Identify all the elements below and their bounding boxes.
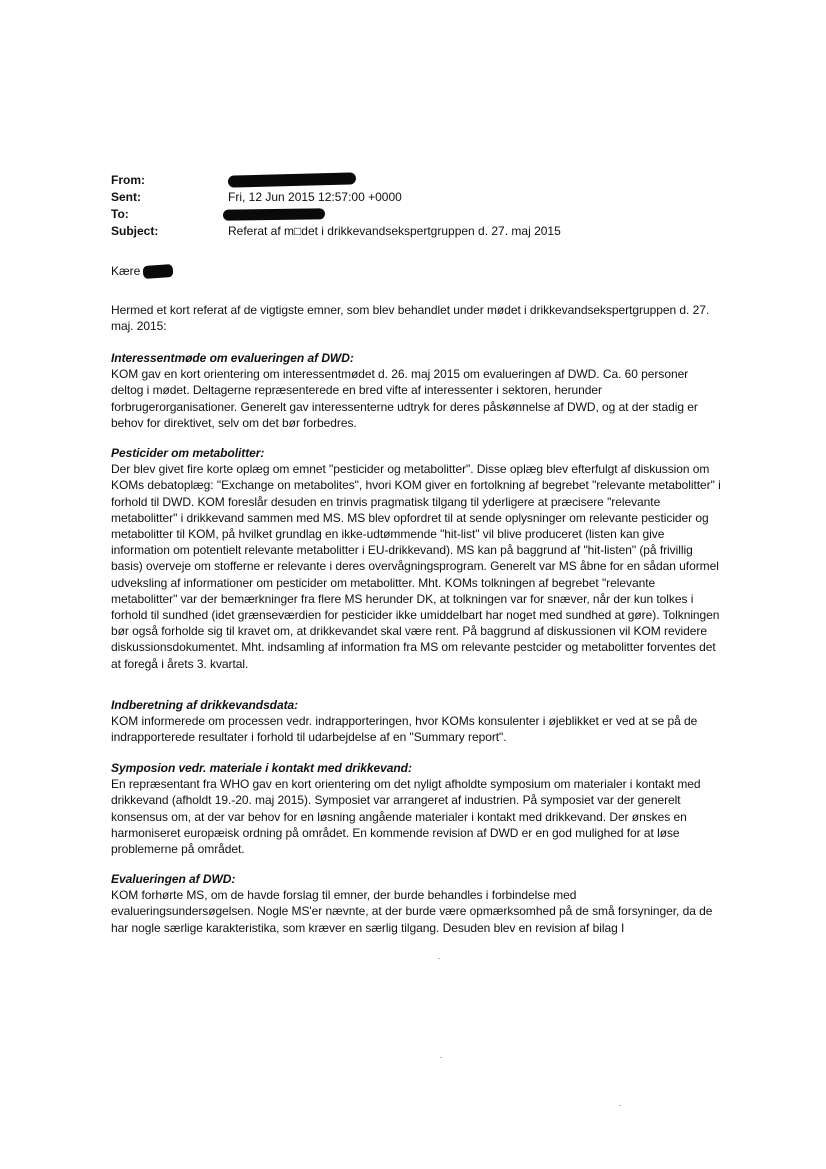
greeting-text: Kære: [111, 264, 141, 278]
section-title: Interessentmøde om evalueringen af DWD:: [111, 351, 354, 365]
section-symposion: [111, 760, 721, 857]
section-pesticider: [111, 445, 721, 672]
section-indberetning: [111, 697, 721, 746]
section-text: KOM forhørte MS, om de havde forslag til emner, der burde behandles i forbindelse med evalueringsundersøgelsen. Nogle MS'er nævnte, at der burde være opmærksomhed på de små forsyninger, da de har nogle særlige karakteristika, som kræver en særlig tilgang. Desuden blev en revision af bilag I: [111, 888, 713, 935]
sent-label: Sent:: [111, 190, 141, 204]
section-title: Symposion vedr. materiale i kontakt med drikkevand:: [111, 761, 412, 775]
from-row: [111, 172, 711, 189]
subject-value: Referat af m□det i drikkevandsekspertgruppen d. 27. maj 2015: [228, 224, 561, 238]
section-evalueringen: [111, 871, 721, 936]
section-text: En repræsentant fra WHO gav en kort orientering om det nyligt afholdte symposium om materialer i kontakt med drikkevand (afholdt 19.-20. maj 2015). Symposiet var arrangeret af industrien. På symposiet var der generelt konsensus om, at der var behov for en løsning angående materialer i kontakt med drikkevand. Der ønskes en harmoniseret europæisk ordning på området. En kommende revision af DWD er en god mulighed for at løse problemerne på området.: [111, 777, 701, 857]
to-label: To:: [111, 207, 129, 221]
from-label: From:: [111, 173, 145, 187]
to-row: [111, 206, 711, 223]
section-interessentmode: [111, 350, 721, 431]
to-redaction: [223, 208, 325, 220]
section-text: KOM informerede om processen vedr. indrapporteringen, hvor KOMs konsulenter i øjeblikket er ved at se på de indrapporterede resultater i forhold til udarbejdelse af en "Summary report".: [111, 714, 698, 745]
intro-text: Hermed et kort referat af de vigtigste emner, som blev behandlet under mødet i drikkevandsekspertgruppen d. 27. maj. 2015:: [111, 303, 710, 334]
intro-paragraph: [111, 302, 721, 334]
email-header: [111, 172, 711, 240]
scan-speck: [619, 1105, 621, 1106]
scan-speck: [440, 1057, 442, 1058]
greeting-redaction: [143, 264, 174, 279]
scan-speck: [438, 958, 440, 959]
section-title: Pesticider om metabolitter:: [111, 446, 265, 460]
section-text: KOM gav en kort orientering om interessentmødet d. 26. maj 2015 om evalueringen af DWD. Ca. 60 personer deltog i mødet. Deltagerne repræsenterede en bred vifte af interessenter i sektoren, herunder forbrugerorganisationer. Generelt gav interessenterne udtryk for deres påskønnelse af DWD, og at der stadig er behov for direktivet, selv om det bør forbedres.: [111, 367, 698, 430]
section-text: Der blev givet fire korte oplæg om emnet "pesticider og metabolitter". Disse oplæg blev efterfulgt af diskussion om KOMs debatoplæg: "Exchange on metabolites", hvori KOM giver en fortolkning af begrebet "relevante metabolitter" i forhold til DWD. KOM foreslår desuden en trinvis pragmatisk tilgang til yderligere at præcisere "relevante metabolitter" i drikkevand sammen med MS. MS blev opfordret til at sende oplysninger om relevante pesticider og metabolitter til KOM, på hvilket grundlag en ikke-udtømmende "hit-list" vil blive produceret (listen kan give information om potentielt relevante metabolitter i EU-drikkevand). MS kan på baggrund af "hit-listen" (på frivillig basis) overveje om stofferne er relevante i deres overvågningsprogram. Generelt var MS åbne for en sådan uformel udveksling af informationer om pesticider om metabolitter. Mht. KOMs tolkningen af begrebet "relevante metabolitter" var der bemærkninger fra flere MS herunder DK, at tolkningen var for snæver, når der kun tolkes i forhold til sundhed (idet grænseværdien for pesticider ikke umiddelbart har noget med sundhed at gøre). Tolkningen bør også forholde sig til kravet om, at drikkevandet skal være rent. På baggrund af diskussionen vil KOM revidere diskussionsdokumentet. Mht. indsamling af information fra MS om relevante pestcider og metabolitter forventes det at foregå i årets 3. kvartal.: [111, 462, 721, 671]
from-redaction: [228, 172, 356, 187]
section-title: Indberetning af drikkevandsdata:: [111, 698, 299, 712]
sent-value: Fri, 12 Jun 2015 12:57:00 +0000: [228, 190, 402, 204]
subject-label: Subject:: [111, 224, 159, 238]
subject-row: [111, 223, 711, 240]
greeting: [111, 263, 140, 279]
section-title: Evalueringen af DWD:: [111, 872, 236, 886]
sent-row: [111, 189, 711, 206]
